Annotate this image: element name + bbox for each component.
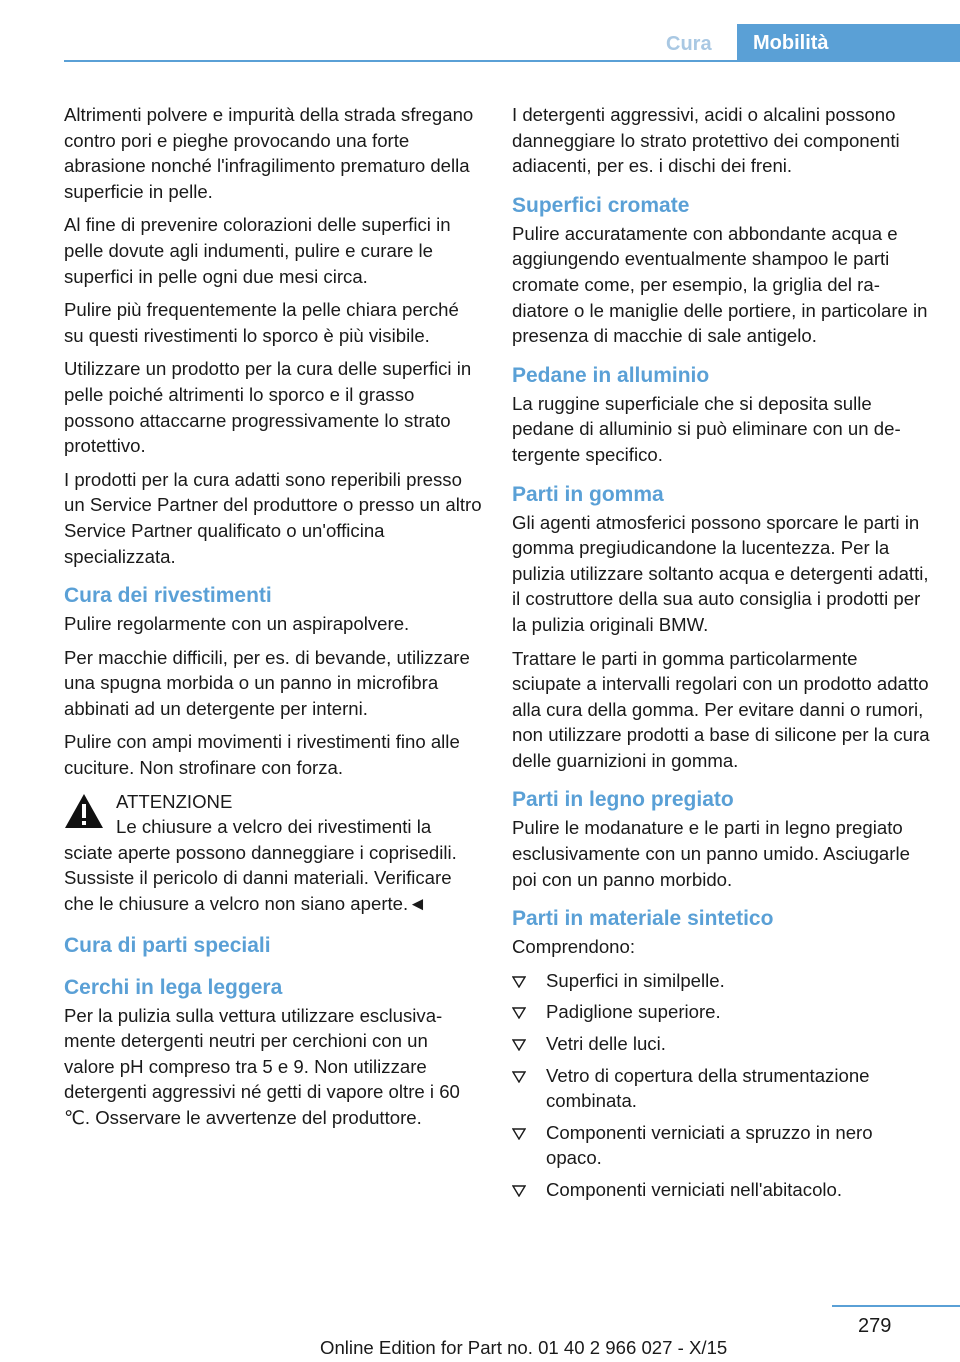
warning-text-rest: sciate aperte possono danneggiare i coprisedili. Sussiste il pericolo di danni materiali. Verificare che le chiusure a velcro non siano aperte.◄	[64, 841, 457, 915]
warning-text	[64, 814, 482, 916]
list-item-text: Superfici in similpelle.	[546, 969, 725, 991]
section-heading: Cura dei rivestimenti	[64, 584, 272, 608]
triangle-bullet-icon	[512, 1007, 526, 1019]
paragraph: Pulire accuratamente con abbondante acqua e aggiungendo eventualmente shampoo le parti cromate come, per esempio, la griglia del radiatore o le maniglie delle portiere, in particolare in presenza di macchie di sale antigelo.	[512, 222, 928, 347]
list-item-text: Vetro di copertura della strumentazione combinata.	[546, 1064, 870, 1112]
list-item-text: Componenti verniciati nell'abitacolo.	[546, 1179, 843, 1200]
triangle-bullet-icon	[512, 976, 526, 988]
triangle-bullet-icon	[512, 1071, 526, 1083]
paragraph: Utilizzare un prodotto per la cura delle superfici in pelle poiché altrimenti lo sporco e il grasso possono attaccarne progressivamente lo strato protettivo.	[64, 358, 472, 457]
tab-cura[interactable]: Cura	[666, 33, 712, 55]
triangle-bullet-icon	[512, 1128, 526, 1140]
left-column	[64, 102, 482, 1139]
paragraph: Altrimenti polvere e impurità della strada sfregano contro pori e pieghe provocando una forte abrasione nonché l'infragilimento prematuro della superficie in pelle.	[64, 104, 474, 202]
paragraph: Pulire con ampi movimenti i rivestimenti fino alle cuciture. Non strofinare con forza.	[64, 731, 460, 779]
paragraph: Per macchie difficili, per es. di bevande, utilizzare una spugna morbida o un panno in microfibra abbinati ad un detergente per interni.	[64, 646, 470, 719]
subsection-heading: Cerchi in lega leggera	[64, 975, 283, 999]
warning-title: ATTENZIONE	[116, 790, 233, 812]
subsection-heading: Parti in materiale sintetico	[512, 907, 774, 931]
list-item	[512, 999, 930, 1025]
edition-footer: Online Edition for Part no. 01 40 2 966 027 - X/15	[320, 1337, 728, 1358]
paragraph: Al fine di prevenire colorazioni delle superfici in pelle dovute agli indumenti, pulire e curare le superfici in pelle ogni due mesi circa.	[64, 214, 451, 287]
paragraph: Per la pulizia sulla vettura utilizzare esclusivamente detergenti neutri per cerchioni con un valore pH compreso tra 5 e 9. Non utilizzare detergenti aggressivi né getti di vapore oltre i 60 ℃. Osservare le avvertenze del produttore.	[64, 1004, 460, 1128]
triangle-bullet-icon	[512, 1185, 526, 1197]
subsection-heading: Superfici cromate	[512, 193, 690, 217]
header-rule	[64, 60, 960, 62]
paragraph: Trattare le parti in gomma particolarmente sciupate a intervalli regolari con un prodotto adatto alla cura della gomma. Per evitare danni o rumori, non utilizzare prodotti a base di silicone per la cura delle guarnizioni in gomma.	[512, 647, 930, 771]
list-item	[512, 968, 930, 994]
paragraph: Pulire più frequentemente la pelle chiara perché su questi rivestimenti lo sporco è più visibile.	[64, 299, 459, 346]
paragraph: Pulire regolarmente con un aspirapolvere.	[64, 613, 410, 635]
list-item	[512, 1031, 930, 1057]
paragraph: Pulire le modanature e le parti in legno pregiato esclusivamente con un panno umido. Asciugarle poi con un panno morbido.	[512, 817, 910, 890]
list-item-text: Componenti verniciati a spruzzo in nero opaco.	[546, 1121, 873, 1169]
tab-mobilita[interactable]: Mobilità	[737, 24, 960, 62]
paragraph: Comprendono:	[512, 936, 636, 958]
page-number: 279	[858, 1315, 892, 1337]
list-item	[512, 1063, 930, 1114]
warning-block	[64, 789, 482, 917]
section-heading: Cura di parti speciali	[64, 933, 271, 957]
paragraph: La ruggine superficiale che si deposita sulle pedane di alluminio si può eliminare con un detergente specifico.	[512, 392, 901, 465]
paragraph: Gli agenti atmosferici possono sporcare le parti in gomma pregiudicandone la lucentezza. Per la pulizia utilizzare soltanto acqua e detergenti adatti, il costruttore della sua auto consiglia i prodotti per la pulizia originali BMW.	[512, 511, 929, 635]
list-item	[512, 1120, 930, 1171]
paragraph: I prodotti per la cura adatti sono reperibili presso un Service Partner del produttore o presso un altro Service Partner qualificato o un'officina specializzata.	[64, 468, 482, 567]
triangle-bullet-icon	[512, 1039, 526, 1051]
bullet-list	[512, 968, 930, 1203]
subsection-heading: Pedane in alluminio	[512, 363, 710, 387]
paragraph: I detergenti aggressivi, acidi o alcalini possono danneggiare lo strato protettivo dei componenti adiacenti, per es. i dischi dei freni.	[512, 104, 900, 177]
subsection-heading: Parti in legno pregiato	[512, 788, 734, 812]
footer-rule	[832, 1305, 960, 1307]
list-item-text: Vetri delle luci.	[546, 1033, 666, 1055]
subsection-heading: Parti in gomma	[512, 482, 664, 506]
list-item-text: Padiglione superiore.	[546, 1001, 721, 1023]
warning-icon	[64, 793, 104, 829]
warning-text-first-line: Le chiusure a velcro dei rivestimenti la	[116, 816, 432, 838]
list-item	[512, 1177, 930, 1203]
right-column	[512, 102, 930, 1209]
